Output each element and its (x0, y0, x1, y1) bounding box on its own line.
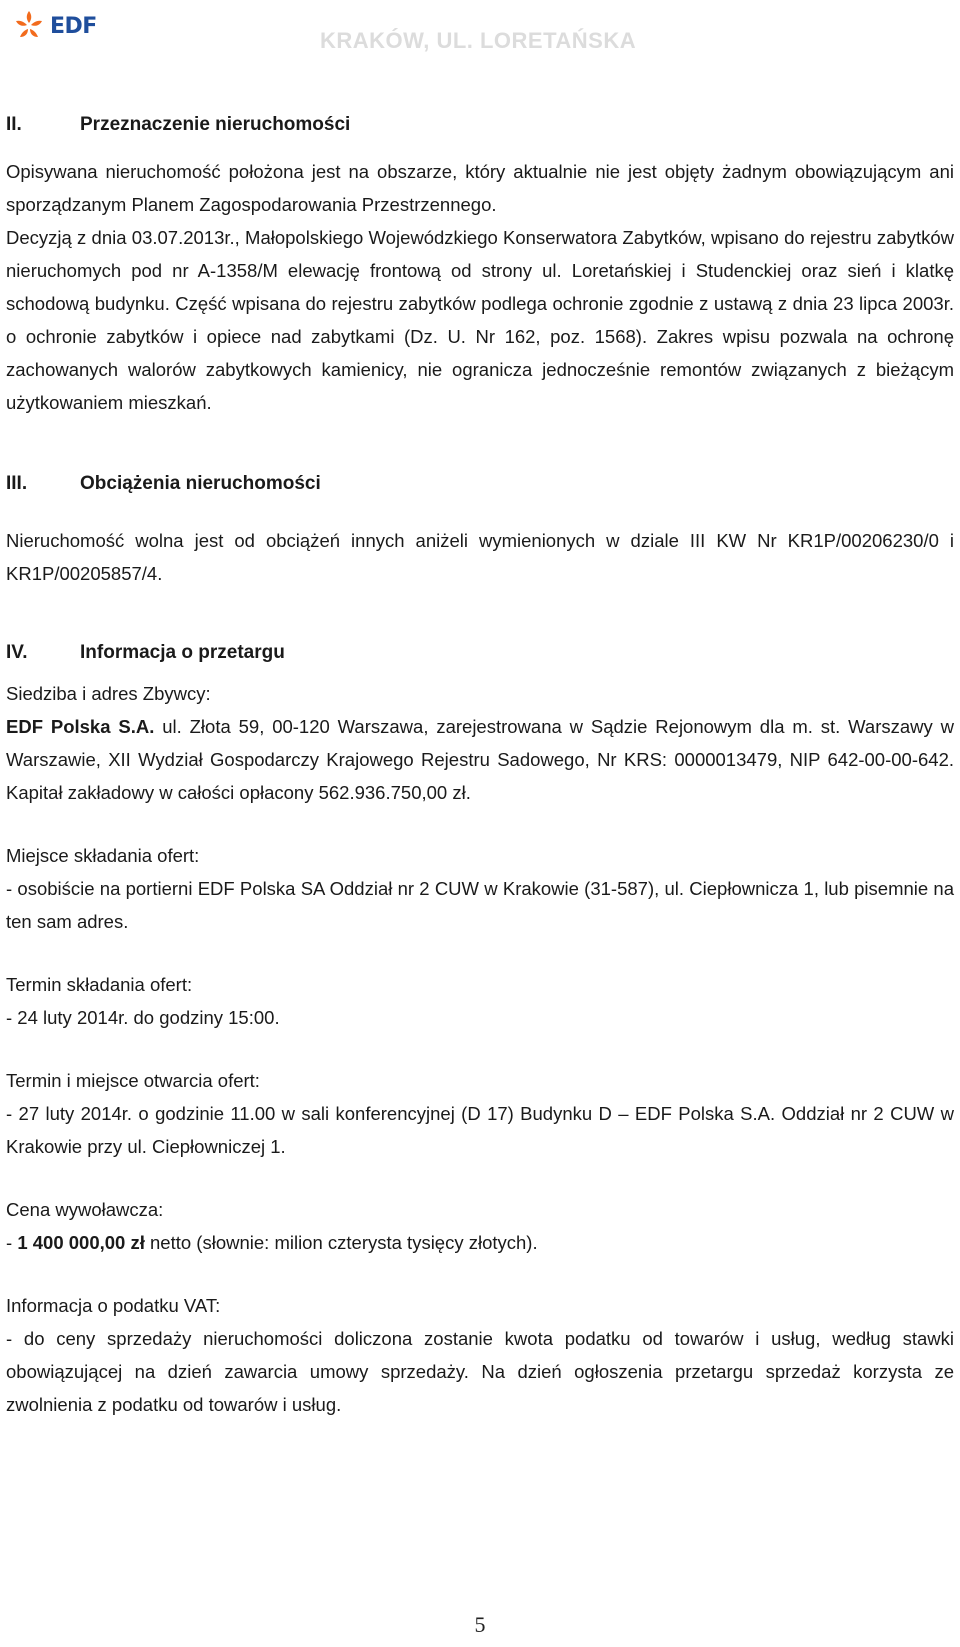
section-2-heading (6, 108, 954, 141)
section-3-heading (6, 467, 954, 500)
header-title: KRAKÓW, UL. LORETAŃSKA (320, 28, 637, 53)
section-number: III. (6, 473, 28, 494)
price-text (6, 1226, 954, 1259)
deadline-text: - 24 luty 2014r. do godziny 15:00. (6, 1007, 280, 1028)
page-header (0, 0, 960, 80)
document-body (6, 108, 954, 1421)
place-text: - osobiście na portierni EDF Polska SA Oddział nr 2 CUW w Krakowie (31-587), ul. Ciepłownicza 1, lub pisemnie na ten sam adres. (6, 878, 954, 932)
seller-info (6, 710, 954, 809)
price-label: Cena wywoławcza: (6, 1199, 164, 1220)
seller-label: Siedziba i adres Zbywcy: (6, 683, 211, 704)
seller-details: ul. Złota 59, 00-120 Warszawa, zarejestrowana w Sądzie Rejonowym dla m. st. Warszawy w Warszawie, XII Wydział Gospodarczy Krajowego Rejestru Sadowego, Nr KRS: 0000013479, NIP 642-00-00-642. Kapitał zakładowy w całości opłacony 562.936.750,00 zł. (6, 716, 955, 803)
opening-label: Termin i miejsce otwarcia ofert: (6, 1070, 260, 1091)
paragraph: Opisywana nieruchomość położona jest na obszarze, który aktualnie nie jest objęty żadnym obowiązującym ani sporządzanym Planem Zagospodarowania Przestrzennego. (6, 161, 954, 215)
vat-text: - do ceny sprzedaży nieruchomości doliczona zostanie kwota podatku od towarów i usług, według stawki obowiązującej na dzień zawarcia umowy sprzedaży. Na dzień ogłoszenia przetargu sprzedaż korzysta ze zwolnienia z podatku od towarów i usług. (6, 1328, 954, 1415)
price-words: netto (słownie: milion czterysta tysięcy złotych). (144, 1232, 538, 1253)
price-dash: - (6, 1232, 18, 1253)
opening-text: - 27 luty 2014r. o godzinie 11.00 w sali konferencyjnej (D 17) Budynku D – EDF Polska S.A. Oddział nr 2 CUW w Krakowie przy ul. Ciepłowniczej 1. (6, 1103, 954, 1157)
section-title: Przeznaczenie nieruchomości (80, 114, 351, 135)
paragraph: Decyzją z dnia 03.07.2013r., Małopolskiego Wojewódzkiego Konserwatora Zabytków, wpisano do rejestru zabytków nieruchomych pod nr A-1358/M elewację frontową od strony ul. Loretańskiej i Studenckiej oraz sień i klatkę schodową budynku. Część wpisana do rejestru zabytków podlega ochronie zgodnie z ustawą z dnia 23 lipca 2003r. o ochronie zabytków i opiece nad zabytkami (Dz. U. Nr 162, poz. 1568). Zakres wpisu pozwala na ochronę zachowanych walorów zabytkowych kamienicy, nie ogranicza jednocześnie remontów związanych z bieżącym użytkowaniem mieszkań. (6, 227, 954, 413)
edf-logo (12, 4, 97, 48)
section-4-heading (6, 636, 954, 669)
section-number: II. (6, 114, 22, 135)
page-number: 5 (474, 1612, 486, 1637)
section-title: Obciążenia nieruchomości (80, 473, 321, 494)
logo-text: EDF (50, 13, 97, 39)
place-label: Miejsce składania ofert: (6, 845, 200, 866)
paragraph: Nieruchomość wolna jest od obciążeń innych aniżeli wymienionych w dziale III KW Nr KR1P/00206230/0 i KR1P/00205857/4. (6, 530, 954, 584)
deadline-label: Termin składania ofert: (6, 974, 193, 995)
section-title: Informacja o przetargu (80, 642, 285, 663)
vat-label: Informacja o podatku VAT: (6, 1295, 221, 1316)
price-value: 1 400 000,00 zł (17, 1232, 145, 1253)
seller-name: EDF Polska S.A. (6, 716, 155, 737)
edf-logo-icon (12, 9, 46, 43)
section-number: IV. (6, 642, 28, 663)
